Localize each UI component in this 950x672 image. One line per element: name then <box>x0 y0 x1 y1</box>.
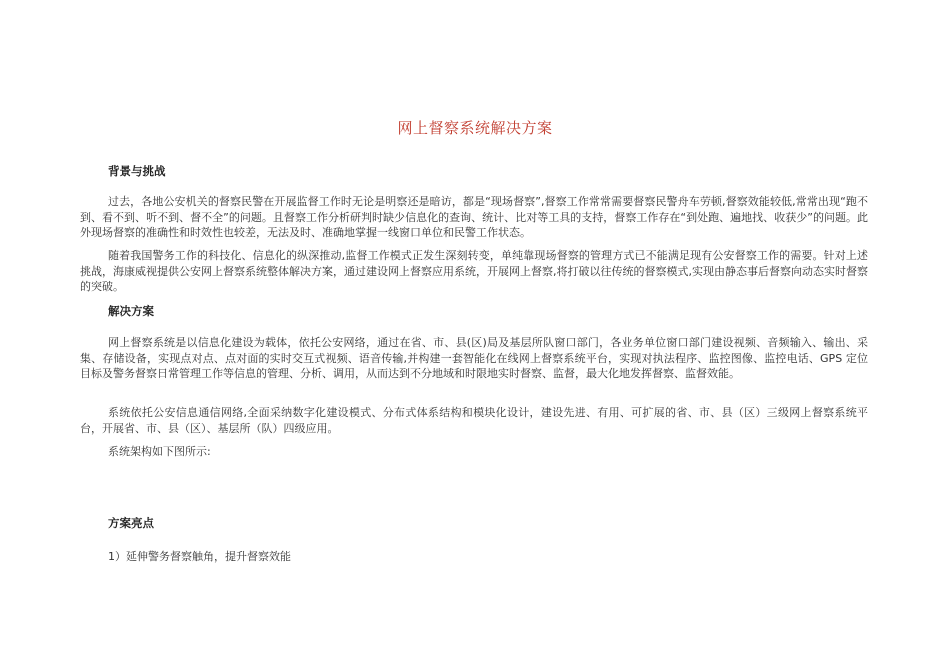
background-paragraph-2: 随着我国警务工作的科技化、信息化的纵深推动,监督工作模式正发生深刻转变，单纯靠现场督察的管理方式已不能满足现有公安督察工作的需要。针对上述挑战，海康威视提供公安网上督察系统整体解决方案，通过建设网上督察应用系统，开展网上督察,将打破以往传统的督察模式,实现由静态事后督察向动态实时督察的突破。 <box>80 249 868 293</box>
document-title: 网上督察系统解决方案 <box>397 119 553 137</box>
section-heading-solution: 解决方案 <box>108 304 154 318</box>
section-heading-background: 背景与挑战 <box>108 164 166 178</box>
solution-paragraph-3: 系统架构如下图所示: <box>108 445 211 458</box>
section-heading-highlights: 方案亮点 <box>108 516 154 530</box>
background-paragraph-1: 过去，各地公安机关的督察民警在开展监督工作时无论是明察还是暗访，都是“现场督察”,督察工作常常需要督察民警舟车劳顿,督察效能较低,常常出现“跑不到、看不到、听不到、督不全”的问题。且督察工作分析研判时缺少信息化的查询、统计、比对等工具的支持，督察工作存在“到处跑、遍地找、收获少”的问题。此外现场督察的准确性和时效性也较差，无法及时、准确地掌握一线窗口单位和民警工作状态。 <box>80 195 868 239</box>
highlight-item-1: 1）延伸警务督察触角，提升督察效能 <box>108 550 291 563</box>
solution-paragraph-1: 网上督察系统是以信息化建设为载体，依托公安网络，通过在省、市、县(区)局及基层所队窗口部门，各业务单位窗口部门建设视频、音频输入、输出、采集、存储设备，实现点对点、点对面的实时交互式视频、语音传输,并构建一套智能化在线网上督察系统平台，实现对执法程序、监控图像、监控电话、GPS 定位目标及警务督察日常管理工作等信息的管理、分析、调用，从而达到不分地域和时限地实时督察、监督，最大化地发挥督察、监督效能。 <box>80 336 868 380</box>
solution-paragraph-2: 系统依托公安信息通信网络,全面采纳数字化建设模式、分布式体系结构和模块化设计，建设先进、有用、可扩展的省、市、县（区）三级网上督察系统平台，开展省、市、县（区）、基层所（队）四级应用。 <box>80 406 868 435</box>
